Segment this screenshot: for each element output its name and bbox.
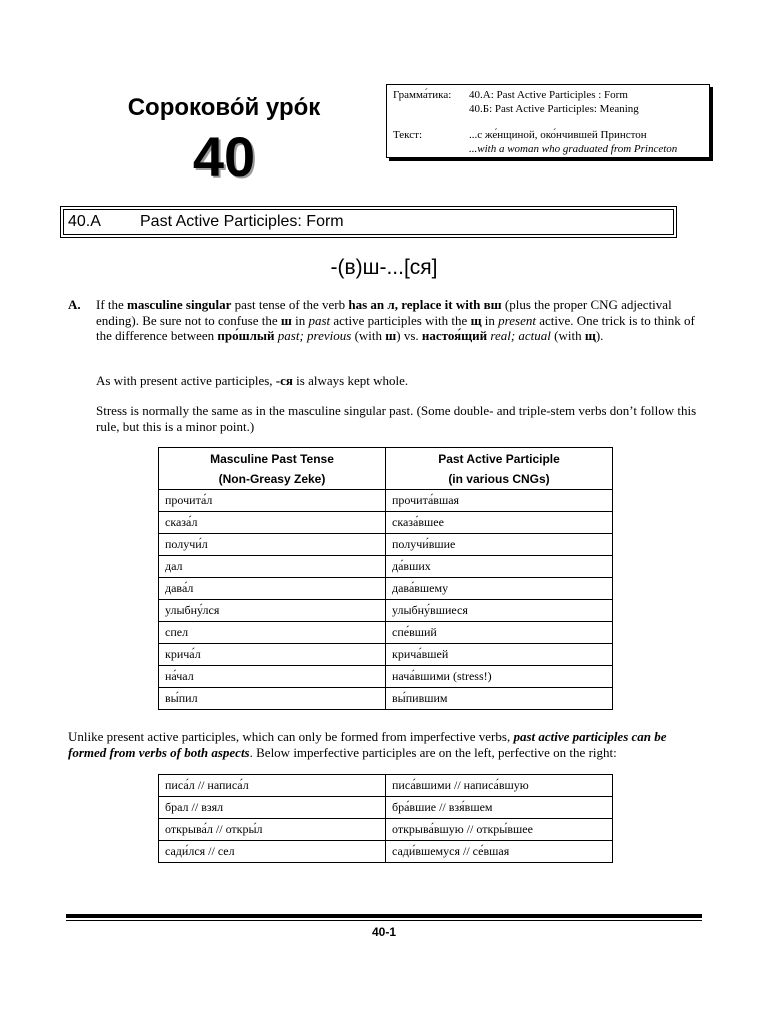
info-grammar-row	[393, 88, 703, 116]
past-tense-cell: писа́л // написа́л	[159, 775, 386, 797]
table-row	[159, 688, 613, 710]
table-row	[159, 644, 613, 666]
past-tense-cell: открыва́л // откры́л	[159, 819, 386, 841]
table-row	[159, 512, 613, 534]
table-row	[159, 490, 613, 512]
table-row	[159, 578, 613, 600]
past-tense-cell: на́чал	[159, 666, 386, 688]
past-tense-cell: брал // взял	[159, 797, 386, 819]
table-row	[159, 841, 613, 863]
participle-cell: нача́вшими (stress!)	[386, 666, 613, 688]
paragraph-rule: If the masculine singular past tense of the verb has an л, replace it with вш (plus the proper CNG adjectival ending). Be sure not to confuse the ш in past active participles with the щ in present active. One trick is to think of the difference between про́шлый past; previous (with ш) vs. настоя́щий real; actual (with щ).	[96, 297, 695, 343]
section-title: Past Active Participles: Form	[140, 213, 344, 230]
table-header: Masculine Past Tense (Non-Greasy Zeke)	[159, 448, 386, 490]
paragraph-aspects: Unlike present active participles, which can only be formed from imperfective verbs, past active participles can be formed from verbs of both aspects. Below imperfective participles are on the left, perfective on the right:	[68, 729, 667, 760]
participle-cell: спе́вший	[386, 622, 613, 644]
past-tense-cell: вы́пил	[159, 688, 386, 710]
participle-cell: дава́вшему	[386, 578, 613, 600]
lesson-number: 40	[192, 125, 256, 188]
table-row	[159, 534, 613, 556]
table-row	[159, 600, 613, 622]
table-header: Past Active Participle (in various CNGs)	[386, 448, 613, 490]
past-tense-cell: сади́лся // сел	[159, 841, 386, 863]
past-tense-cell: сказа́л	[159, 512, 386, 534]
participle-cell: сади́вшемуся // се́вшая	[386, 841, 613, 863]
participle-cell: открыва́вшую // откры́вшее	[386, 819, 613, 841]
lesson-title: Сороково́й уро́к	[127, 94, 321, 121]
table-row	[159, 666, 613, 688]
participle-cell: сказа́вшее	[386, 512, 613, 534]
section-header	[60, 206, 677, 238]
page-number: 40-1	[371, 925, 397, 939]
past-tense-cell: спел	[159, 622, 386, 644]
participle-cell: писа́вшими // написа́вшую	[386, 775, 613, 797]
section-number: 40.A	[68, 213, 101, 230]
ending-formula: -(в)ш-...[ся]	[330, 256, 438, 279]
participle-cell: прочита́вшая	[386, 490, 613, 512]
participle-cell: вы́пившим	[386, 688, 613, 710]
participle-cell: бра́вшие // взя́вшем	[386, 797, 613, 819]
participle-cell: получи́вшие	[386, 534, 613, 556]
info-box	[386, 84, 710, 158]
past-tense-cell: прочита́л	[159, 490, 386, 512]
table-row	[159, 797, 613, 819]
table-row	[159, 819, 613, 841]
paragraph-stress: Stress is normally the same as in the masculine singular past. (Some double- and triple-stem verbs don’t follow this rule, but this is a minor point.)	[96, 403, 697, 434]
info-text-russian: ...с же́нщиной, око́нчившей Принстон	[469, 129, 647, 141]
info-grammar-label: Грамма́тика:	[393, 89, 452, 101]
past-tense-cell: дал	[159, 556, 386, 578]
past-tense-cell: дава́л	[159, 578, 386, 600]
participle-cell: да́вших	[386, 556, 613, 578]
table-row	[159, 622, 613, 644]
paragraph-reflexive: As with present active participles, -ся is always kept whole.	[96, 373, 409, 388]
aspect-pair-table	[158, 774, 613, 863]
participle-cell: крича́вшей	[386, 644, 613, 666]
participle-table	[158, 447, 613, 710]
past-tense-cell: улыбну́лся	[159, 600, 386, 622]
info-text-label: Текст:	[393, 129, 422, 141]
past-tense-cell: получи́л	[159, 534, 386, 556]
info-grammar-line: 40.Б: Past Active Participles: Meaning	[469, 103, 639, 115]
footer-rule	[66, 920, 702, 921]
participle-cell: улыбну́вшиеся	[386, 600, 613, 622]
paragraph-marker: A.	[68, 297, 81, 312]
table-row	[159, 775, 613, 797]
table-row	[159, 556, 613, 578]
past-tense-cell: крича́л	[159, 644, 386, 666]
info-grammar-line: 40.А: Past Active Participles : Form	[469, 89, 628, 101]
info-text-row	[393, 128, 703, 156]
info-text-english: ...with a woman who graduated from Princeton	[469, 143, 678, 155]
footer-rule	[66, 914, 702, 918]
